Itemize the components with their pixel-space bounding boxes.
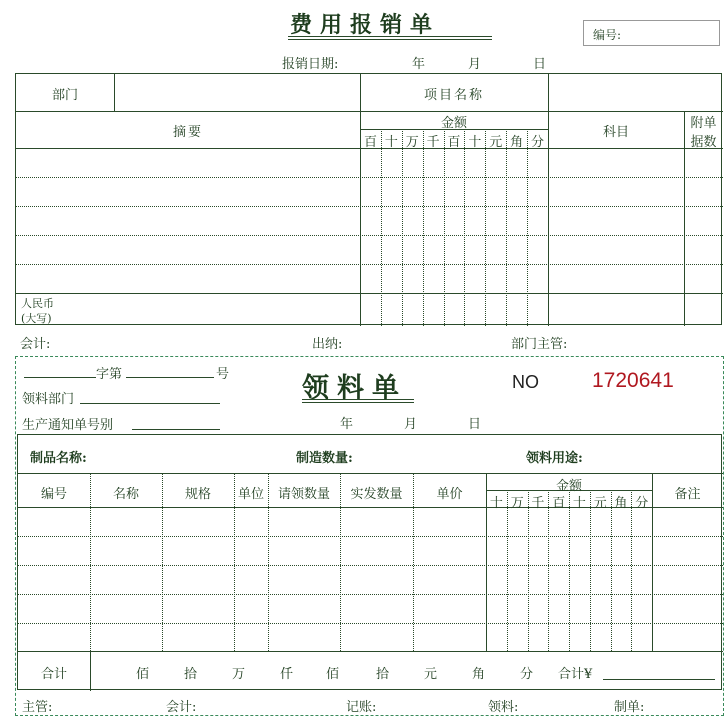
- column-header: 单价: [436, 487, 463, 502]
- footer-maker: 制单:: [614, 700, 645, 715]
- digit-divider: [507, 490, 508, 651]
- dept-blank[interactable]: [80, 403, 220, 404]
- word-label: 字第: [96, 367, 123, 382]
- digit-header: 十: [489, 496, 503, 511]
- digit-header: 百: [552, 496, 566, 511]
- footer-supervisor: 主管:: [22, 700, 53, 715]
- digit-header: 十: [384, 135, 398, 150]
- digit-divider: [611, 490, 612, 651]
- digit-header: 万: [405, 135, 419, 150]
- digit-header: 万: [510, 496, 524, 511]
- footer-bookkeeper: 记账:: [346, 700, 377, 715]
- date-month: 月: [468, 57, 482, 72]
- digit-header: 百: [363, 135, 377, 150]
- total-unit: 万: [232, 667, 246, 682]
- dept-label-2: 领料部门: [22, 392, 75, 407]
- requisition-table: [17, 434, 722, 690]
- attachment-label-1: 附单: [690, 116, 717, 131]
- footer-accountant-2: 会计:: [166, 700, 197, 715]
- footer-receiver: 领料:: [488, 700, 519, 715]
- footer-accountant: 会计:: [20, 337, 51, 352]
- digit-header: 分: [531, 135, 545, 150]
- digit-divider: [444, 129, 445, 326]
- order-blank[interactable]: [132, 429, 220, 430]
- footer-dept-head: 部门主管:: [511, 337, 568, 352]
- rmb-caps-label: (大写): [21, 312, 52, 325]
- dept-label: 部门: [51, 88, 78, 103]
- digit-divider: [631, 490, 632, 651]
- serial-label: 编号:: [593, 28, 622, 42]
- remark-label: 备注: [674, 487, 701, 502]
- total-amount-blank[interactable]: [603, 679, 715, 680]
- footer-cashier: 出纳:: [312, 337, 343, 352]
- reimburse-date-label: 报销日期:: [282, 57, 339, 72]
- column-header: 请领数量: [277, 487, 330, 502]
- digit-divider: [464, 129, 465, 326]
- column-header: 规格: [184, 487, 211, 502]
- total-unit: 分: [520, 667, 534, 682]
- amount-label-2: 金额: [555, 479, 582, 494]
- summary-label: 摘要: [172, 125, 203, 140]
- form2-day: 日: [468, 417, 482, 432]
- rmb-label: 人民币: [21, 297, 54, 310]
- digit-header: 十: [468, 135, 482, 150]
- no-label: NO: [512, 372, 539, 392]
- digit-header: 元: [593, 496, 607, 511]
- digit-header: 千: [426, 135, 440, 150]
- total-label: 合计: [40, 667, 67, 682]
- digit-header: 千: [531, 496, 545, 511]
- total-unit: 佰: [136, 667, 150, 682]
- number-blank[interactable]: [126, 377, 214, 378]
- product-name-label: 制品名称:: [30, 451, 87, 466]
- attachment-label-2: 据数: [690, 135, 717, 150]
- total-unit: 角: [472, 667, 486, 682]
- digit-divider: [527, 129, 528, 326]
- date-day: 日: [533, 57, 547, 72]
- digit-divider: [485, 129, 486, 326]
- form2-title: 领料单: [302, 373, 407, 404]
- column-header: 实发数量: [350, 487, 403, 502]
- digit-header: 角: [510, 135, 524, 150]
- digit-divider: [381, 129, 382, 326]
- order-label: 生产通知单号别: [22, 418, 114, 433]
- date-year: 年: [412, 57, 426, 72]
- manufacture-qty-label: 制造数量:: [296, 451, 353, 466]
- digit-divider: [590, 490, 591, 651]
- form1-title-underline: [288, 36, 492, 40]
- column-header: 名称: [112, 487, 139, 502]
- digit-divider: [506, 129, 507, 326]
- digit-header: 百: [447, 135, 461, 150]
- digit-header: 元: [489, 135, 503, 150]
- requisition-number: 1720641: [592, 369, 674, 392]
- digit-header: 十: [572, 496, 586, 511]
- total-unit: 拾: [184, 667, 198, 682]
- total-unit: 拾: [376, 667, 390, 682]
- form2-month: 月: [404, 417, 418, 432]
- project-name-label: 项目名称: [423, 88, 484, 103]
- total-unit: 佰: [326, 667, 340, 682]
- total-unit: 元: [424, 667, 438, 682]
- number-label: 号: [216, 367, 230, 382]
- digit-divider: [528, 490, 529, 651]
- column-header: 编号: [40, 487, 67, 502]
- subject-label: 科目: [602, 125, 629, 140]
- digit-header: 角: [614, 496, 628, 511]
- form2-year: 年: [340, 417, 354, 432]
- total-divider: [90, 651, 91, 691]
- digit-divider: [423, 129, 424, 326]
- serial-box[interactable]: [583, 20, 720, 46]
- purpose-label: 领料用途:: [526, 451, 583, 466]
- form1-title: 费用报销单: [290, 12, 441, 38]
- digit-divider: [548, 490, 549, 651]
- amount-label: 金额: [440, 116, 467, 131]
- form2-title-underline: [302, 399, 414, 403]
- word-blank[interactable]: [24, 377, 96, 378]
- total-unit: 仟: [280, 667, 294, 682]
- digit-header: 分: [635, 496, 649, 511]
- digit-divider: [569, 490, 570, 651]
- digit-divider: [402, 129, 403, 326]
- total-yen-label: 合计¥: [558, 667, 593, 682]
- column-header: 单位: [237, 487, 264, 502]
- expense-table: [15, 73, 722, 325]
